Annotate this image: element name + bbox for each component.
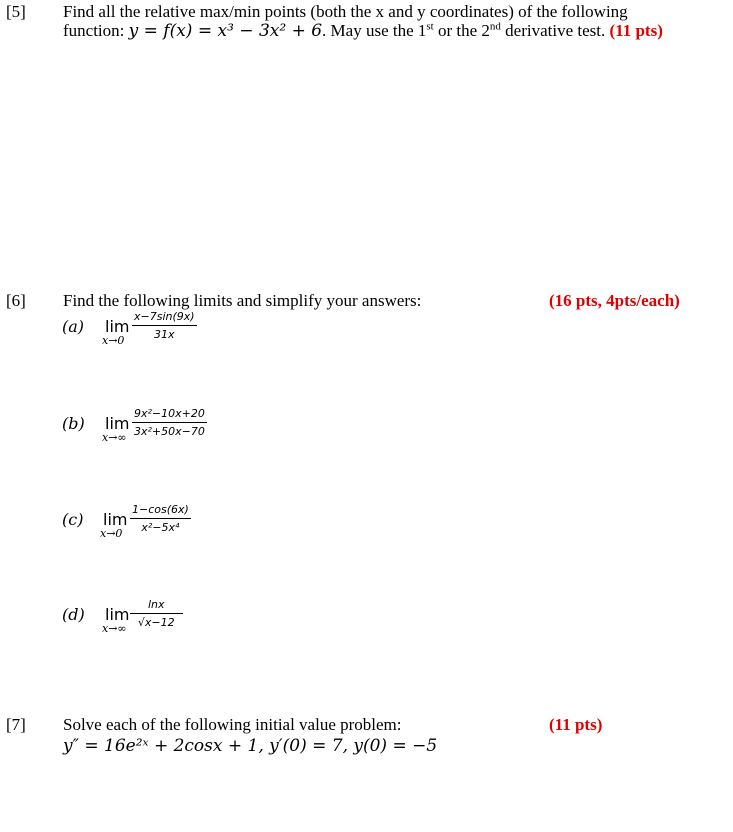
- problem-5-mid-2: or the 2: [433, 21, 490, 40]
- problem-6-instruction: Find the following limits and simplify your answers:: [63, 291, 422, 310]
- limit-part-d: [62, 598, 222, 638]
- part-d-denominator: √x−12: [137, 616, 175, 629]
- problem-7-equation: y″ = 16e²ˣ + 2cosx + 1, y′(0) = 7, y(0) = −5: [63, 736, 438, 756]
- part-a-numerator: x−7sin(9x): [132, 310, 197, 326]
- part-b-label: (b): [62, 414, 85, 433]
- limit-part-a: [62, 310, 222, 350]
- part-b-fraction: [132, 407, 207, 438]
- part-c-label: (c): [62, 510, 84, 529]
- problem-5-mid: . May use the 1: [322, 21, 427, 40]
- part-a-lim: lim: [105, 317, 130, 336]
- problem-5-function: y = f(x) = x³ − 3x² + 6: [128, 21, 323, 41]
- problem-5-ordinal-2: nd: [489, 20, 501, 33]
- limit-part-c: [62, 503, 222, 543]
- part-a-denominator: 31x: [154, 328, 175, 341]
- problem-5-suffix: derivative test.: [500, 21, 606, 40]
- part-b-lim: lim: [105, 414, 130, 433]
- part-a-label: (a): [62, 317, 85, 336]
- part-c-lim: lim: [103, 510, 128, 529]
- part-d-fraction: [130, 598, 183, 629]
- part-d-lim: lim: [105, 605, 130, 624]
- problem-5-number: [5]: [6, 2, 26, 21]
- part-d-label: (d): [62, 605, 85, 624]
- problem-5-prefix: function:: [63, 21, 129, 40]
- part-c-fraction: [130, 503, 191, 534]
- problem-7-number: [7]: [6, 715, 26, 734]
- problem-7-instruction: Solve each of the following initial value problem:: [63, 715, 402, 734]
- problem-5-line-1: Find all the relative max/min points (both the x and y coordinates) of the following: [63, 2, 628, 21]
- part-d-numerator: lnx: [130, 598, 183, 614]
- part-b-denominator: 3x²+50x−70: [134, 425, 205, 438]
- problem-5-line-2: [63, 21, 663, 41]
- part-b-numerator: 9x²−10x+20: [132, 407, 207, 423]
- limit-part-b: [62, 407, 242, 447]
- part-c-numerator: 1−cos(6x): [130, 503, 191, 519]
- part-d-subscript: x→∞: [102, 622, 127, 635]
- problem-5-ordinal-1: st: [426, 20, 434, 33]
- problem-6-points: (16 pts, 4pts/each): [549, 291, 680, 310]
- problem-7-points: (11 pts): [549, 715, 603, 734]
- part-c-subscript: x→0: [100, 527, 123, 540]
- part-a-subscript: x→0: [102, 334, 125, 347]
- part-c-denominator: x²−5x⁴: [141, 521, 180, 534]
- part-a-fraction: [132, 310, 197, 341]
- problem-5-points: (11 pts): [609, 21, 663, 40]
- part-b-subscript: x→∞: [102, 431, 127, 444]
- problem-6-number: [6]: [6, 291, 26, 310]
